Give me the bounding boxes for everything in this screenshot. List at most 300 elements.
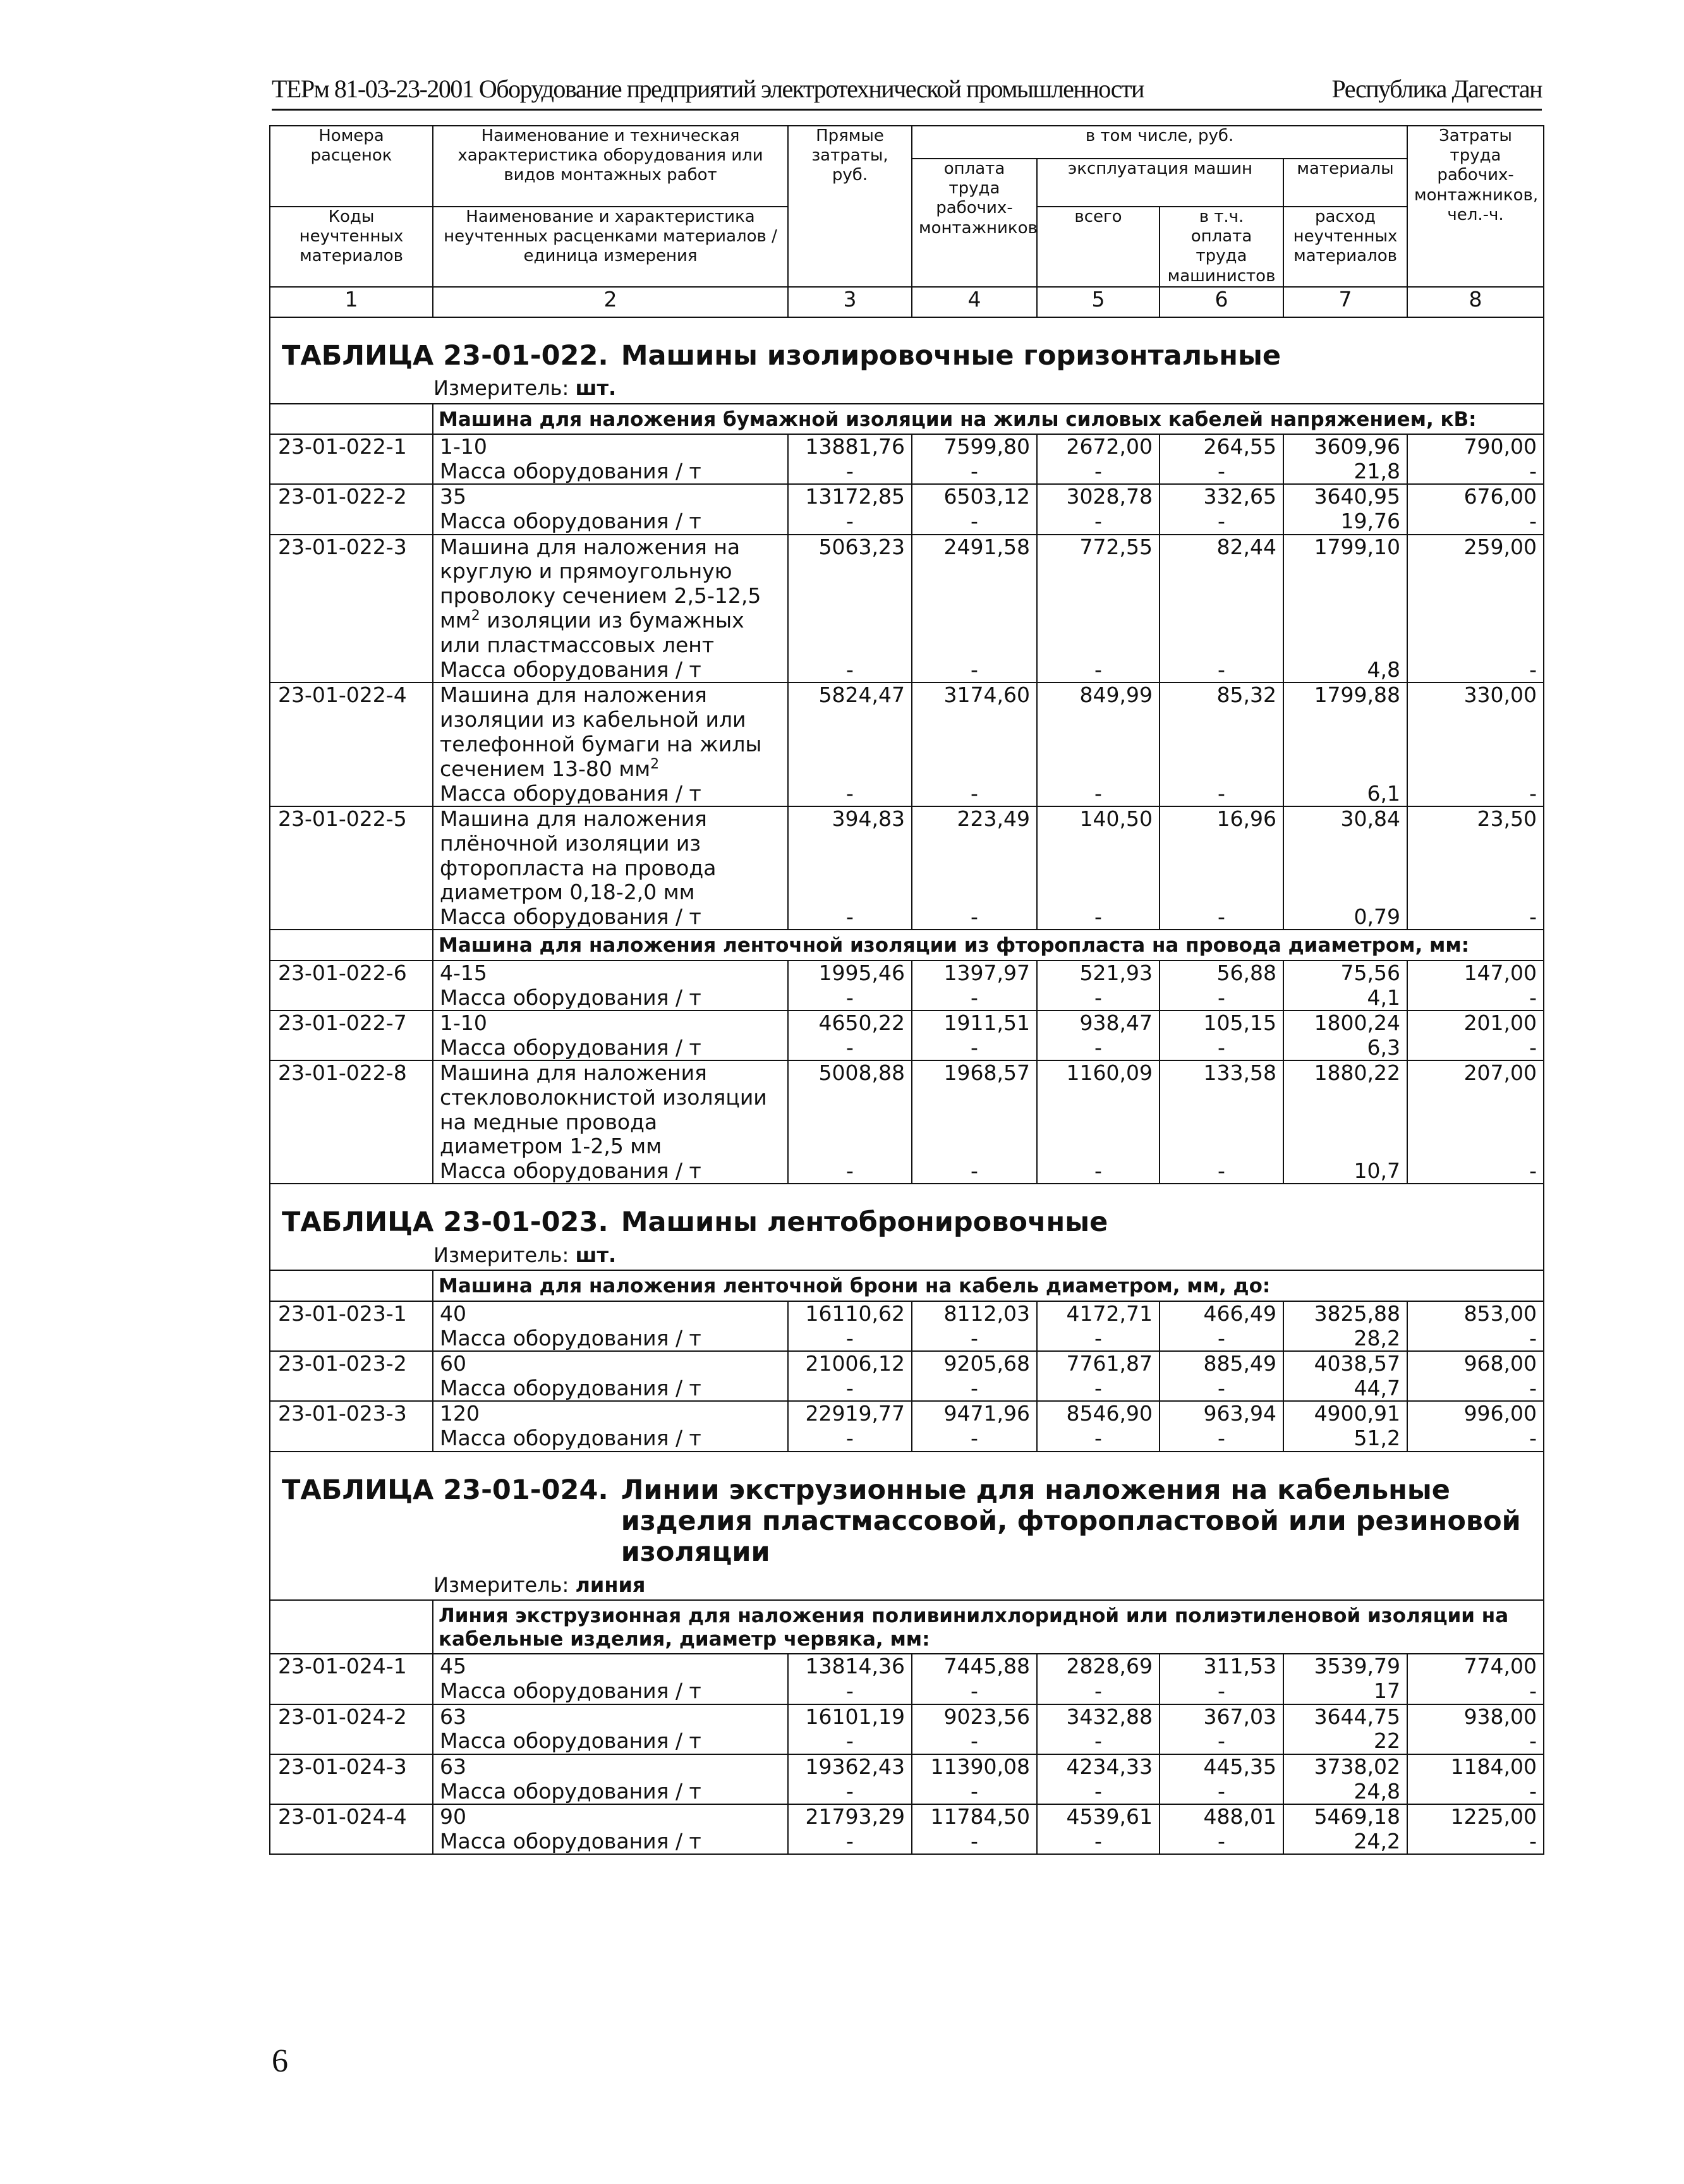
dash-cell: - [1407,1679,1544,1704]
dash-cell: - [788,905,912,930]
meter-label: Измеритель: [433,1572,569,1597]
mass-row [270,1376,1544,1402]
dash-cell: - [912,1729,1037,1754]
dash-cell: - [1037,905,1160,930]
rate-name: 40 [433,1301,788,1326]
meter-value: шт. [575,1242,617,1267]
direct-costs-cell: 19362,43 [788,1754,912,1780]
rate-name: 35 [433,484,788,509]
mass-code [270,1679,433,1704]
column-number: 6 [1160,287,1283,317]
machine-total-cell: 3432,88 [1037,1704,1160,1730]
mass-label: Масса оборудования / т [433,782,788,807]
dash-cell: - [1160,1326,1283,1352]
rate-name: Машина для наложения стекловолокнистой изоляции на медные провода диаметром 1-2,5 мм [433,1060,788,1158]
machinist-pay-cell: 133,58 [1160,1060,1283,1158]
mass-label: Масса оборудования / т [433,1729,788,1754]
direct-costs-cell: 21006,12 [788,1351,912,1376]
region-name: Республика Дагестан [1331,75,1542,103]
table-row [270,1754,1544,1780]
dash-cell: - [912,1159,1037,1184]
worker-pay-cell: 2491,58 [912,535,1037,658]
rate-code: 23-01-023-3 [270,1401,433,1426]
mass-row [270,1159,1544,1184]
mass-value: 4,8 [1283,658,1407,683]
materials-cell: 1799,10 [1283,535,1407,658]
rate-name: 63 [433,1704,788,1730]
dash-cell: - [912,782,1037,807]
materials-cell: 3640,95 [1283,484,1407,509]
dash-cell: - [788,1729,912,1754]
mass-value: 0,79 [1283,905,1407,930]
direct-costs-cell: 5063,23 [788,535,912,658]
dash-cell: - [1037,782,1160,807]
rate-code: 23-01-022-5 [270,806,433,904]
mass-row [270,1036,1544,1061]
mass-value: 17 [1283,1679,1407,1704]
dash-cell: - [1160,1036,1283,1061]
machinist-pay-cell: 16,96 [1160,806,1283,904]
dash-cell: - [912,1426,1037,1452]
dash-cell: - [1037,1679,1160,1704]
dash-cell: - [788,459,912,485]
rate-code: 23-01-024-3 [270,1754,433,1780]
mass-value: 24,8 [1283,1780,1407,1805]
dash-cell: - [788,1159,912,1184]
header-machine-total: всего [1037,207,1160,287]
materials-cell: 4900,91 [1283,1401,1407,1426]
rate-name: Машина для наложения плёночной изоляции из фторопласта на провода диаметром 0,18-2,0 мм [433,806,788,904]
dash-cell: - [1160,986,1283,1011]
machine-total-cell: 3028,78 [1037,484,1160,509]
mass-row [270,1426,1544,1452]
dash-cell: - [1160,905,1283,930]
dash-cell: - [1037,1376,1160,1402]
column-number: 7 [1283,287,1407,317]
labor-hours-cell: 774,00 [1407,1654,1544,1679]
mass-code [270,459,433,485]
machine-total-cell: 8546,90 [1037,1401,1160,1426]
group-title-spacer [270,1270,433,1301]
table-row [270,535,1544,658]
machine-total-cell: 1160,09 [1037,1060,1160,1158]
labor-hours-cell: 676,00 [1407,484,1544,509]
dash-cell: - [912,658,1037,683]
direct-costs-cell: 13881,76 [788,434,912,459]
mass-row [270,986,1544,1011]
machine-total-cell: 521,93 [1037,961,1160,986]
machine-total-cell: 849,99 [1037,682,1160,781]
mass-label: Масса оборудования / т [433,658,788,683]
machine-total-cell: 772,55 [1037,535,1160,658]
dash-cell: - [1160,1679,1283,1704]
rate-code: 23-01-024-2 [270,1704,433,1730]
group-title-spacer [270,1600,433,1654]
machinist-pay-cell: 311,53 [1160,1654,1283,1679]
mass-row [270,1829,1544,1855]
rate-name: 60 [433,1351,788,1376]
worker-pay-cell: 6503,12 [912,484,1037,509]
table-row [270,806,1544,904]
dash-cell: - [1037,1780,1160,1805]
machine-total-cell: 140,50 [1037,806,1160,904]
machine-total-cell: 4234,33 [1037,1754,1160,1780]
mass-row [270,1780,1544,1805]
direct-costs-cell: 21793,29 [788,1804,912,1829]
machinist-pay-cell: 466,49 [1160,1301,1283,1326]
table-title-cell [270,1452,1544,1601]
table-row [270,1010,1544,1036]
rate-code: 23-01-022-7 [270,1010,433,1036]
direct-costs-cell: 4650,22 [788,1010,912,1036]
dash-cell: - [1407,986,1544,1011]
mass-code [270,986,433,1011]
group-title: Машина для наложения ленточной брони на кабель диаметром, мм, до: [433,1270,1544,1301]
worker-pay-cell: 3174,60 [912,682,1037,781]
worker-pay-cell: 9205,68 [912,1351,1037,1376]
dash-cell: - [912,1829,1037,1855]
labor-hours-cell: 938,00 [1407,1704,1544,1730]
column-number: 8 [1407,287,1544,317]
dash-cell: - [912,1679,1037,1704]
page-number: 6 [272,2043,288,2079]
header-labor-hours: Затраты труда рабочих-монтажников, чел.-ч. [1407,126,1544,287]
mass-label: Масса оборудования / т [433,1036,788,1061]
machinist-pay-cell: 264,55 [1160,434,1283,459]
group-title: Машина для наложения бумажной изоляции на жилы силовых кабелей напряжением, кВ: [433,404,1544,435]
table-row [270,484,1544,509]
dash-cell: - [788,1036,912,1061]
dash-cell: - [1037,1829,1160,1855]
worker-pay-cell: 1397,97 [912,961,1037,986]
mass-value: 19,76 [1283,509,1407,535]
rate-code: 23-01-022-2 [270,484,433,509]
machinist-pay-cell: 56,88 [1160,961,1283,986]
labor-hours-cell: 201,00 [1407,1010,1544,1036]
mass-row [270,658,1544,683]
labor-hours-cell: 968,00 [1407,1351,1544,1376]
mass-code [270,1426,433,1452]
table-row [270,1704,1544,1730]
table-number: ТАБЛИЦА 23-01-022. [282,339,609,372]
rate-name: 90 [433,1804,788,1829]
machinist-pay-cell: 488,01 [1160,1804,1283,1829]
mass-value: 51,2 [1283,1426,1407,1452]
rate-code: 23-01-024-4 [270,1804,433,1829]
direct-costs-cell: 5824,47 [788,682,912,781]
table-meter [282,1568,1532,1599]
group-title-row [270,1600,1544,1654]
rate-name: Машина для наложения изоляции из кабельной или телефонной бумаги на жилы сечением 13-80 $мм^2$ [433,682,788,781]
mass-code [270,658,433,683]
dash-cell: - [1160,509,1283,535]
rate-name: 45 [433,1654,788,1679]
rate-code: 23-01-023-2 [270,1351,433,1376]
mass-code [270,1326,433,1352]
worker-pay-cell: 11784,50 [912,1804,1037,1829]
machinist-pay-cell: 105,15 [1160,1010,1283,1036]
group-title-row [270,1270,1544,1301]
machine-total-cell: 4539,61 [1037,1804,1160,1829]
materials-cell: 3738,02 [1283,1754,1407,1780]
dash-cell: - [912,986,1037,1011]
mass-code [270,1729,433,1754]
dash-cell: - [1160,1729,1283,1754]
mass-label: Масса оборудования / т [433,1426,788,1452]
column-number: 3 [788,287,912,317]
dash-cell: - [1407,459,1544,485]
rates-table [269,125,1544,1855]
worker-pay-cell: 1968,57 [912,1060,1037,1158]
mass-value: 22 [1283,1729,1407,1754]
mass-code [270,1159,433,1184]
header-rate-numbers: Номера расценок [270,126,433,207]
dash-cell: - [1407,1729,1544,1754]
column-number: 2 [433,287,788,317]
table-row [270,961,1544,986]
machine-total-cell: 2828,69 [1037,1654,1160,1679]
meter-value: линия [575,1572,646,1597]
table-title-row [270,1452,1544,1601]
dash-cell: - [1160,1376,1283,1402]
rate-name: 120 [433,1401,788,1426]
column-number: 1 [270,287,433,317]
rate-code: 23-01-022-3 [270,535,433,658]
mass-code [270,1829,433,1855]
dash-cell: - [1407,905,1544,930]
dash-cell: - [1037,986,1160,1011]
machine-total-cell: 2672,00 [1037,434,1160,459]
machine-total-cell: 7761,87 [1037,1351,1160,1376]
header-material-consumption: расход неучтенных материалов [1283,207,1407,287]
worker-pay-cell: 7599,80 [912,434,1037,459]
table-name: Машины лентобронировочные [621,1206,1108,1239]
dash-cell: - [788,1829,912,1855]
group-title-spacer [270,404,433,435]
mass-label: Масса оборудования / т [433,905,788,930]
worker-pay-cell: 8112,03 [912,1301,1037,1326]
dash-cell: - [1407,1326,1544,1352]
mass-label: Масса оборудования / т [433,1326,788,1352]
header-work-name: Наименование и техническая характеристика оборудования или видов монтажных работ [433,126,788,207]
document-title: ТЕРм 81-03-23-2001 Оборудование предприятий электротехнической промышленности [272,75,1144,103]
mass-row [270,782,1544,807]
dash-cell: - [1160,459,1283,485]
dash-cell: - [788,986,912,1011]
mass-code [270,1780,433,1805]
table-name: Линии экструзионные для наложения на кабельные изделия пластмассовой, фторопластовой или резиновой изоляции [621,1474,1521,1568]
dash-cell: - [1407,509,1544,535]
machine-total-cell: 4172,71 [1037,1301,1160,1326]
dash-cell: - [1407,1829,1544,1855]
group-title: Машина для наложения ленточной изоляции из фторопласта на провода диаметром, мм: [433,930,1544,961]
direct-costs-cell: 13172,85 [788,484,912,509]
dash-cell: - [912,1036,1037,1061]
rate-name: 63 [433,1754,788,1780]
labor-hours-cell: 259,00 [1407,535,1544,658]
dash-cell: - [1160,1426,1283,1452]
table-row [270,682,1544,781]
table-row [270,1401,1544,1426]
labor-hours-cell: 207,00 [1407,1060,1544,1158]
dash-cell: - [1407,1159,1544,1184]
table-number: ТАБЛИЦА 23-01-024. [282,1474,609,1506]
header-material-name: Наименование и характеристика неучтенных расценками материалов / единица измерения [433,207,788,287]
header-machine-operation: эксплуатация машин [1037,159,1283,207]
dash-cell: - [912,459,1037,485]
rate-name: 4-15 [433,961,788,986]
mass-value: 6,1 [1283,782,1407,807]
materials-cell: 75,56 [1283,961,1407,986]
header-worker-pay: оплата труда рабочих-монтажников [912,159,1037,287]
table-meter [282,372,1532,403]
materials-cell: 1880,22 [1283,1060,1407,1158]
machinist-pay-cell: 885,49 [1160,1351,1283,1376]
table-title-row [270,1184,1544,1270]
header-material-codes: Коды неучтенных материалов [270,207,433,287]
rate-name: 1-10 [433,1010,788,1036]
machinist-pay-cell: 445,35 [1160,1754,1283,1780]
rate-code: 23-01-022-6 [270,961,433,986]
table-row [270,1301,1544,1326]
machinist-pay-cell: 85,32 [1160,682,1283,781]
dash-cell: - [788,782,912,807]
mass-label: Масса оборудования / т [433,459,788,485]
worker-pay-cell: 11390,08 [912,1754,1037,1780]
dash-cell: - [788,1326,912,1352]
direct-costs-cell: 16110,62 [788,1301,912,1326]
mass-label: Масса оборудования / т [433,1679,788,1704]
labor-hours-cell: 790,00 [1407,434,1544,459]
column-number: 4 [912,287,1037,317]
table-name: Машины изолировочные горизонтальные [621,339,1281,372]
mass-row [270,509,1544,535]
table-title [282,1452,1532,1568]
dash-cell: - [1160,782,1283,807]
rate-code: 23-01-023-1 [270,1301,433,1326]
worker-pay-cell: 9023,56 [912,1704,1037,1730]
direct-costs-cell: 5008,88 [788,1060,912,1158]
mass-label: Масса оборудования / т [433,986,788,1011]
group-title-spacer [270,930,433,961]
labor-hours-cell: 1184,00 [1407,1754,1544,1780]
rate-code: 23-01-024-1 [270,1654,433,1679]
header-machinist-pay: в т.ч. оплата труда машинистов [1160,207,1283,287]
worker-pay-cell: 7445,88 [912,1654,1037,1679]
meter-label: Измеритель: [433,376,569,401]
labor-hours-cell: 1225,00 [1407,1804,1544,1829]
mass-label: Масса оборудования / т [433,1159,788,1184]
table-number: ТАБЛИЦА 23-01-023. [282,1206,609,1239]
direct-costs-cell: 13814,36 [788,1654,912,1679]
table-title [282,318,1532,372]
mass-row [270,459,1544,485]
dash-cell: - [912,1376,1037,1402]
labor-hours-cell: 23,50 [1407,806,1544,904]
dash-cell: - [788,1426,912,1452]
direct-costs-cell: 1995,46 [788,961,912,986]
column-number: 5 [1037,287,1160,317]
rate-code: 23-01-022-4 [270,682,433,781]
dash-cell: - [912,1780,1037,1805]
dash-cell: - [788,509,912,535]
mass-row [270,905,1544,930]
dash-cell: - [1160,658,1283,683]
rate-code: 23-01-022-1 [270,434,433,459]
mass-row [270,1729,1544,1754]
materials-cell: 4038,57 [1283,1351,1407,1376]
materials-cell: 1799,88 [1283,682,1407,781]
mass-value: 44,7 [1283,1376,1407,1402]
labor-hours-cell: 996,00 [1407,1401,1544,1426]
worker-pay-cell: 9471,96 [912,1401,1037,1426]
mass-value: 6,3 [1283,1036,1407,1061]
dash-cell: - [1407,658,1544,683]
group-title-row [270,404,1544,435]
meter-value: шт. [575,376,617,401]
dash-cell: - [788,658,912,683]
rate-name: 1-10 [433,434,788,459]
dash-cell: - [912,905,1037,930]
direct-costs-cell: 394,83 [788,806,912,904]
dash-cell: - [1160,1829,1283,1855]
mass-value: 28,2 [1283,1326,1407,1352]
table-row [270,1351,1544,1376]
mass-label: Масса оборудования / т [433,1829,788,1855]
dash-cell: - [1037,1426,1160,1452]
direct-costs-cell: 16101,19 [788,1704,912,1730]
table-title [282,1184,1532,1238]
mass-value: 21,8 [1283,459,1407,485]
dash-cell: - [788,1376,912,1402]
table-title-cell [270,1184,1544,1270]
dash-cell: - [788,1679,912,1704]
materials-cell: 1800,24 [1283,1010,1407,1036]
rate-code: 23-01-022-8 [270,1060,433,1158]
mass-row [270,1679,1544,1704]
dash-cell: - [1037,509,1160,535]
dash-cell: - [1407,782,1544,807]
meter-label: Измеритель: [433,1242,569,1267]
dash-cell: - [1037,1326,1160,1352]
machinist-pay-cell: 82,44 [1160,535,1283,658]
table-row [270,1654,1544,1679]
machinist-pay-cell: 367,03 [1160,1704,1283,1730]
mass-code [270,905,433,930]
labor-hours-cell: 147,00 [1407,961,1544,986]
materials-cell: 3539,79 [1283,1654,1407,1679]
dash-cell: - [1407,1036,1544,1061]
mass-code [270,509,433,535]
table-row [270,1060,1544,1158]
table-row [270,1804,1544,1829]
mass-label: Масса оборудования / т [433,1376,788,1402]
materials-cell: 3644,75 [1283,1704,1407,1730]
mass-value: 24,2 [1283,1829,1407,1855]
worker-pay-cell: 1911,51 [912,1010,1037,1036]
table-title-cell [270,317,1544,404]
mass-label: Масса оборудования / т [433,509,788,535]
mass-value: 10,7 [1283,1159,1407,1184]
worker-pay-cell: 223,49 [912,806,1037,904]
rate-name: Машина для наложения на круглую и прямоугольную проволоку сечением 2,5-12,5 $мм^2$ изоляции из бумажных или пластмассовых лент [433,535,788,658]
dash-cell: - [1037,1729,1160,1754]
dash-cell: - [1037,459,1160,485]
mass-row [270,1326,1544,1352]
dash-cell: - [1407,1426,1544,1452]
labor-hours-cell: 853,00 [1407,1301,1544,1326]
materials-cell: 3609,96 [1283,434,1407,459]
